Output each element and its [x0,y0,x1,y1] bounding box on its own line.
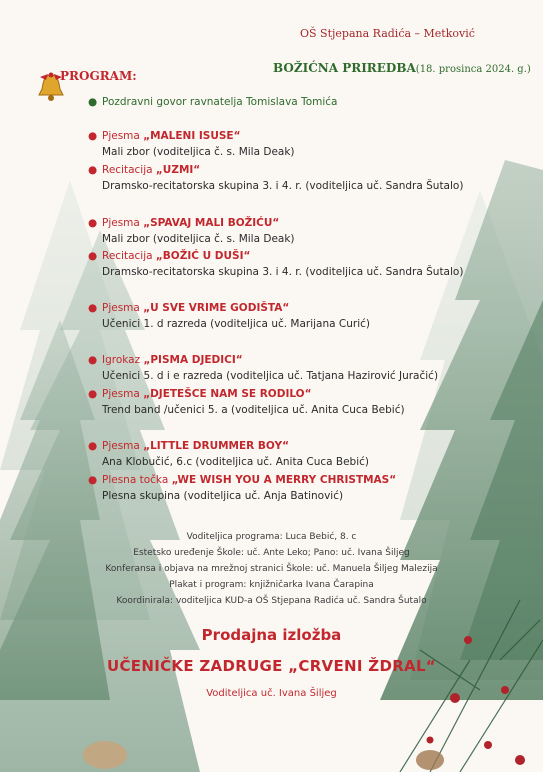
credit-line: Konferansa i objava na mrežnoj stranici Škole: uč. Manuela Šiljeg Malezija [105,564,438,574]
credit-line: Estetsko uređenje Škole: uč. Ante Leko; Pano: uč. Ivana Šiljeg [133,548,410,558]
bullet-icon: ● [88,250,98,262]
item-title: „MALENI ISUSE“ [143,130,241,142]
credit-line: Koordinirala: voditeljica KUD-a OŠ Stjepana Radića uč. Sandra Šutalo [116,596,427,606]
item-detail: Ana Klobučić, 6.c (voditeljica uč. Anita Cuca Bebić) [102,456,370,468]
item-kind: Pjesma [102,388,144,400]
bullet-icon: ● [88,388,98,400]
item-kind: Pjesma [102,217,144,229]
item-detail: Trend band /učenici 5. a (voditeljica uč. Anita Cuca Bebić) [102,404,405,416]
credit-line: Voditeljica programa: Luca Bebić, 8. c [186,532,357,542]
program-heading: PROGRAM: [60,69,137,83]
item-kind: Recitacija [102,250,156,262]
item-detail: Učenici 5. d i e razreda (voditeljica uč. Tatjana Hazirović Juračić) [102,370,439,382]
sale-leader: Voditeljica uč. Ivana Šiljeg [206,688,337,699]
item-kind: Pjesma [102,130,144,142]
event-date: (18. prosinca 2024. g.) [415,64,531,75]
item-kind: Igrokaz [102,354,144,366]
item-title: „U SVE VRIME GODIŠTA“ [143,302,290,314]
item-title: „WE WISH YOU A MERRY CHRISTMAS“ [171,474,397,486]
bullet-icon: ● [88,96,98,108]
item-title: „LITTLE DRUMMER BOY“ [143,440,289,452]
event-name: BOŽIĆNA PRIREDBA [273,61,416,75]
item-detail: Plesna skupina (voditeljica uč. Anja Batinović) [102,490,344,502]
bullet-icon: ● [88,354,98,366]
sale-heading: Prodajna izložba [201,626,342,644]
bullet-icon: ● [88,164,98,176]
item-detail: Dramsko-recitatorska skupina 3. i 4. r. (voditeljica uč. Sandra Šutalo) [102,266,464,278]
item-title: „SPAVAJ MALI BOŽIĆU“ [143,217,280,229]
item-kind: Recitacija [102,164,156,176]
item-detail: Dramsko-recitatorska skupina 3. i 4. r. (voditeljica uč. Sandra Šutalo) [102,180,464,192]
bullet-icon: ● [88,440,98,452]
event-title [273,61,531,75]
item-detail: Mali zbor (voditeljica č. s. Mila Deak) [102,233,295,245]
item-text: Pozdravni govor ravnatelja Tomislava Tomića [102,96,338,108]
credit-line: Plakat i program: knjižničarka Ivana Čarapina [169,580,374,590]
item-title: „UZMI“ [155,164,201,176]
item-detail: Učenici 1. d razreda (voditeljica uč. Marijana Curić) [102,318,371,330]
item-kind: Pjesma [102,302,144,314]
item-title: „BOŽIĆ U DUŠI“ [155,250,251,262]
item-detail: Mali zbor (voditeljica č. s. Mila Deak) [102,146,295,158]
item-title: „PISMA DJEDICI“ [143,354,243,366]
item-title: „DJETEŠCE NAM SE RODILO“ [143,388,312,400]
sale-cooperative-name: UČENIČKE ZADRUGE „CRVENI ŽDRAL“ [107,657,436,675]
item-kind: Plesna točka [102,474,172,486]
bullet-icon: ● [88,302,98,314]
school-name: OŠ Stjepana Radića – Metković [300,27,475,40]
bullet-icon: ● [88,217,98,229]
bullet-icon: ● [88,130,98,142]
item-kind: Pjesma [102,440,144,452]
bullet-icon: ● [88,474,98,486]
